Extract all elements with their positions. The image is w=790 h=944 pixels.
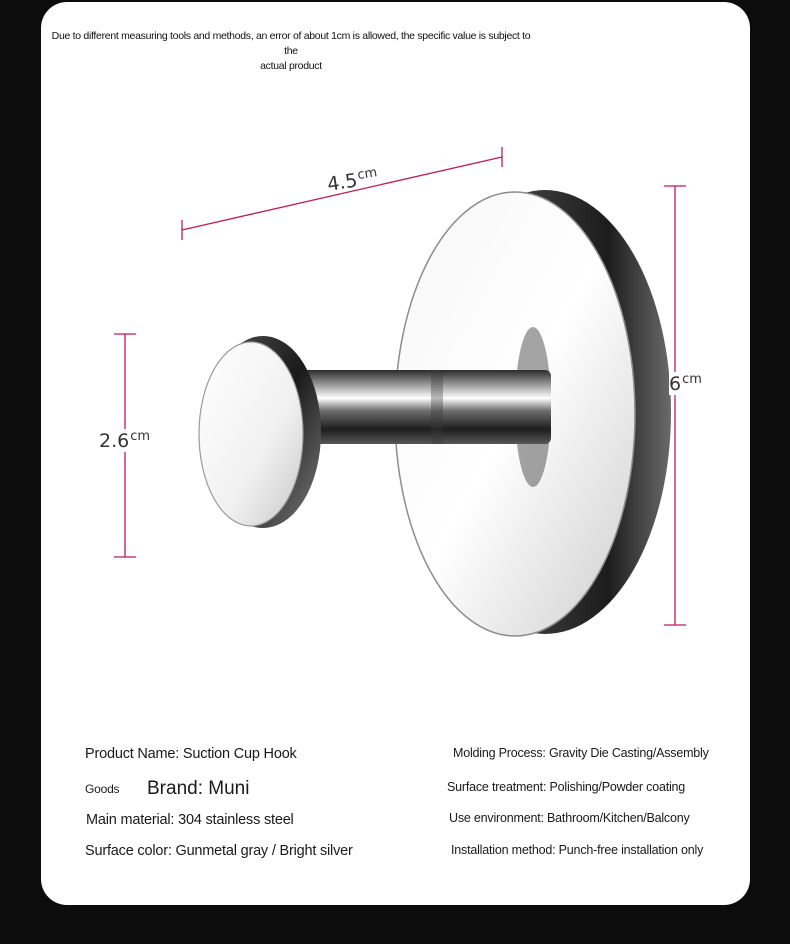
spec-molding-process: Molding Process: Gravity Die Casting/Assembly <box>453 746 709 760</box>
spec-goods-label: Goods <box>85 782 120 796</box>
dimension-diameter-label <box>99 429 150 452</box>
product-card <box>41 2 750 905</box>
dimension-height-label <box>669 372 702 395</box>
diameter-value: 2.6 <box>99 430 130 452</box>
spec-brand: Brand: Muni <box>147 778 250 799</box>
measurement-note-line2: actual product <box>260 60 322 72</box>
width-unit: cm <box>356 165 379 184</box>
spec-surface-treatment: Surface treatment: Polishing/Powder coating <box>447 780 686 794</box>
spec-product-name: Product Name: Suction Cup Hook <box>85 746 297 762</box>
product-illustration <box>41 2 750 905</box>
measurement-note-line1: Due to different measuring tools and methods, an error of about 1cm is allowed, the specific value is subject to the <box>51 30 531 57</box>
height-unit: cm <box>682 372 702 387</box>
hook-knob <box>199 336 321 528</box>
spec-main-material: Main material: 304 stainless steel <box>86 812 294 828</box>
height-value: 6 <box>669 373 682 395</box>
spec-installation-method: Installation method: Punch-free installation only <box>451 843 704 857</box>
width-value: 4.5 <box>325 169 359 196</box>
spec-use-environment: Use environment: Bathroom/Kitchen/Balcony <box>449 811 690 825</box>
spec-surface-color: Surface color: Gunmetal gray / Bright silver <box>85 843 353 859</box>
diameter-unit: cm <box>130 429 151 444</box>
